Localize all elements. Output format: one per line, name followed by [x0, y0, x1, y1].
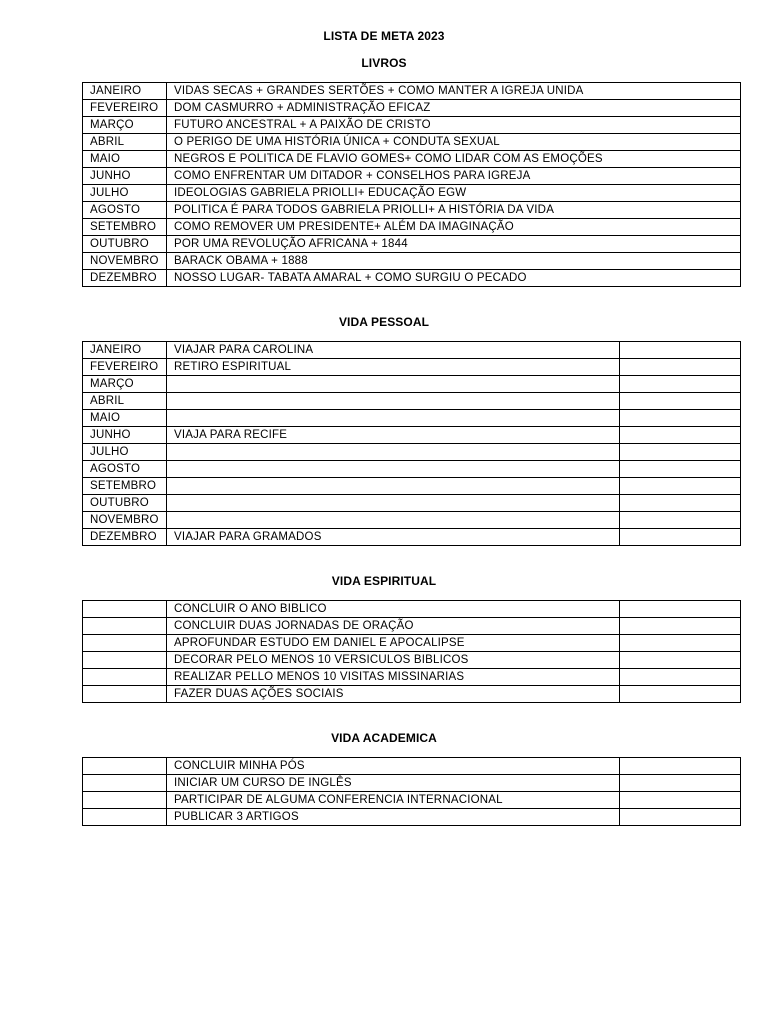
status-cell [620, 635, 741, 652]
goal-cell: RETIRO ESPIRITUAL [167, 359, 620, 376]
table-row [83, 427, 741, 444]
goal-cell: PUBLICAR 3 ARTIGOS [167, 809, 620, 826]
goal-cell: APROFUNDAR ESTUDO EM DANIEL E APOCALIPSE [167, 635, 620, 652]
table-row [83, 342, 741, 359]
status-cell [620, 809, 741, 826]
table-row [83, 686, 741, 703]
status-cell [620, 410, 741, 427]
month-cell: JULHO [83, 444, 167, 461]
status-cell [620, 495, 741, 512]
goal-cell: IDEOLOGIAS GABRIELA PRIOLLI+ EDUCAÇÃO EGW [167, 185, 741, 202]
status-cell [620, 512, 741, 529]
month-cell [83, 635, 167, 652]
table-row [83, 512, 741, 529]
table-row [83, 376, 741, 393]
goal-cell: CONCLUIR DUAS JORNADAS DE ORAÇÃO [167, 618, 620, 635]
goal-cell: VIDAS SECAS + GRANDES SERTÕES + COMO MANTER A IGREJA UNIDA [167, 83, 741, 100]
table-row [83, 775, 741, 792]
status-cell [620, 342, 741, 359]
status-cell [620, 669, 741, 686]
vida-espiritual-table [82, 600, 741, 703]
status-cell [620, 792, 741, 809]
goal-cell [167, 444, 620, 461]
table-row [83, 461, 741, 478]
goal-cell: COMO ENFRENTAR UM DITADOR + CONSELHOS PARA IGREJA [167, 168, 741, 185]
status-cell [620, 444, 741, 461]
vida-pessoal-table [82, 341, 741, 546]
month-cell: AGOSTO [83, 202, 167, 219]
month-cell: ABRIL [83, 134, 167, 151]
month-cell: OUTUBRO [83, 495, 167, 512]
status-cell [620, 618, 741, 635]
table-row [83, 601, 741, 618]
goal-cell: VIAJAR PARA CAROLINA [167, 342, 620, 359]
goal-cell: NOSSO LUGAR- TABATA AMARAL + COMO SURGIU O PECADO [167, 270, 741, 287]
goal-cell [167, 478, 620, 495]
table-row [83, 134, 741, 151]
status-cell [620, 376, 741, 393]
goal-cell: CONCLUIR MINHA PÓS [167, 758, 620, 775]
table-row [83, 618, 741, 635]
goal-cell: POLITICA É PARA TODOS GABRIELA PRIOLLI+ A HISTÓRIA DA VIDA [167, 202, 741, 219]
status-cell [620, 601, 741, 618]
table-row [83, 444, 741, 461]
goal-cell [167, 393, 620, 410]
table-row [83, 809, 741, 826]
table-row [83, 635, 741, 652]
status-cell [620, 686, 741, 703]
month-cell: SETEMBRO [83, 478, 167, 495]
status-cell [620, 461, 741, 478]
month-cell: MAIO [83, 410, 167, 427]
month-cell [83, 792, 167, 809]
document-title: LISTA DE META 2023 [323, 29, 445, 43]
goal-cell: BARACK OBAMA + 1888 [167, 253, 741, 270]
goal-cell [167, 410, 620, 427]
table-row [83, 202, 741, 219]
month-cell: MARÇO [83, 117, 167, 134]
goal-cell: VIAJAR PARA GRAMADOS [167, 529, 620, 546]
table-row [83, 495, 741, 512]
table-row [83, 117, 741, 134]
month-cell [83, 758, 167, 775]
month-cell: FEVEREIRO [83, 359, 167, 376]
status-cell [620, 478, 741, 495]
month-cell: DEZEMBRO [83, 529, 167, 546]
month-cell: MARÇO [83, 376, 167, 393]
month-cell: DEZEMBRO [83, 270, 167, 287]
status-cell [620, 652, 741, 669]
table-row [83, 151, 741, 168]
month-cell [83, 601, 167, 618]
month-cell: MAIO [83, 151, 167, 168]
goal-cell: VIAJA PARA RECIFE [167, 427, 620, 444]
goal-cell: FUTURO ANCESTRAL + A PAIXÃO DE CRISTO [167, 117, 741, 134]
month-cell [83, 618, 167, 635]
table-row [83, 393, 741, 410]
goal-cell: DOM CASMURRO + ADMINISTRAÇÃO EFICAZ [167, 100, 741, 117]
month-cell: JANEIRO [83, 83, 167, 100]
month-cell: SETEMBRO [83, 219, 167, 236]
month-cell [83, 775, 167, 792]
goal-cell: INICIAR UM CURSO DE INGLÊS [167, 775, 620, 792]
goal-cell: COMO REMOVER UM PRESIDENTE+ ALÉM DA IMAGINAÇÃO [167, 219, 741, 236]
month-cell: OUTUBRO [83, 236, 167, 253]
month-cell [83, 809, 167, 826]
table-row [83, 168, 741, 185]
month-cell [83, 669, 167, 686]
table-row [83, 478, 741, 495]
table-row [83, 83, 741, 100]
month-cell: NOVEMBRO [83, 512, 167, 529]
table-row [83, 270, 741, 287]
section-heading-livros: LIVROS [361, 56, 407, 70]
goal-cell: NEGROS E POLITICA DE FLAVIO GOMES+ COMO LIDAR COM AS EMOÇÕES [167, 151, 741, 168]
table-row [83, 410, 741, 427]
table-row [83, 236, 741, 253]
month-cell: AGOSTO [83, 461, 167, 478]
month-cell: JUNHO [83, 427, 167, 444]
goal-cell [167, 495, 620, 512]
month-cell: FEVEREIRO [83, 100, 167, 117]
status-cell [620, 359, 741, 376]
section-heading-vida-espiritual: VIDA ESPIRITUAL [331, 574, 437, 588]
goal-cell: FAZER DUAS AÇÕES SOCIAIS [167, 686, 620, 703]
month-cell: JANEIRO [83, 342, 167, 359]
goal-cell [167, 376, 620, 393]
table-row [83, 185, 741, 202]
goal-cell: REALIZAR PELLO MENOS 10 VISITAS MISSINARIAS [167, 669, 620, 686]
status-cell [620, 427, 741, 444]
goal-cell: POR UMA REVOLUÇÃO AFRICANA + 1844 [167, 236, 741, 253]
table-row [83, 219, 741, 236]
month-cell: ABRIL [83, 393, 167, 410]
status-cell [620, 758, 741, 775]
table-row [83, 652, 741, 669]
goal-cell [167, 461, 620, 478]
goal-cell [167, 512, 620, 529]
table-row [83, 758, 741, 775]
table-row [83, 669, 741, 686]
month-cell [83, 686, 167, 703]
table-row [83, 100, 741, 117]
month-cell: JUNHO [83, 168, 167, 185]
goal-cell: PARTICIPAR DE ALGUMA CONFERENCIA INTERNACIONAL [167, 792, 620, 809]
goal-cell: CONCLUIR O ANO BIBLICO [167, 601, 620, 618]
month-cell: JULHO [83, 185, 167, 202]
table-row [83, 359, 741, 376]
livros-table [82, 82, 741, 287]
status-cell [620, 393, 741, 410]
goal-cell: DECORAR PELO MENOS 10 VERSICULOS BIBLICOS [167, 652, 620, 669]
table-row [83, 792, 741, 809]
status-cell [620, 529, 741, 546]
table-row [83, 253, 741, 270]
status-cell [620, 775, 741, 792]
table-row [83, 529, 741, 546]
goal-cell: O PERIGO DE UMA HISTÓRIA ÚNICA + CONDUTA SEXUAL [167, 134, 741, 151]
month-cell [83, 652, 167, 669]
month-cell: NOVEMBRO [83, 253, 167, 270]
vida-academica-table [82, 757, 741, 826]
section-heading-vida-pessoal: VIDA PESSOAL [338, 315, 430, 329]
section-heading-vida-academica: VIDA ACADEMICA [331, 731, 437, 745]
